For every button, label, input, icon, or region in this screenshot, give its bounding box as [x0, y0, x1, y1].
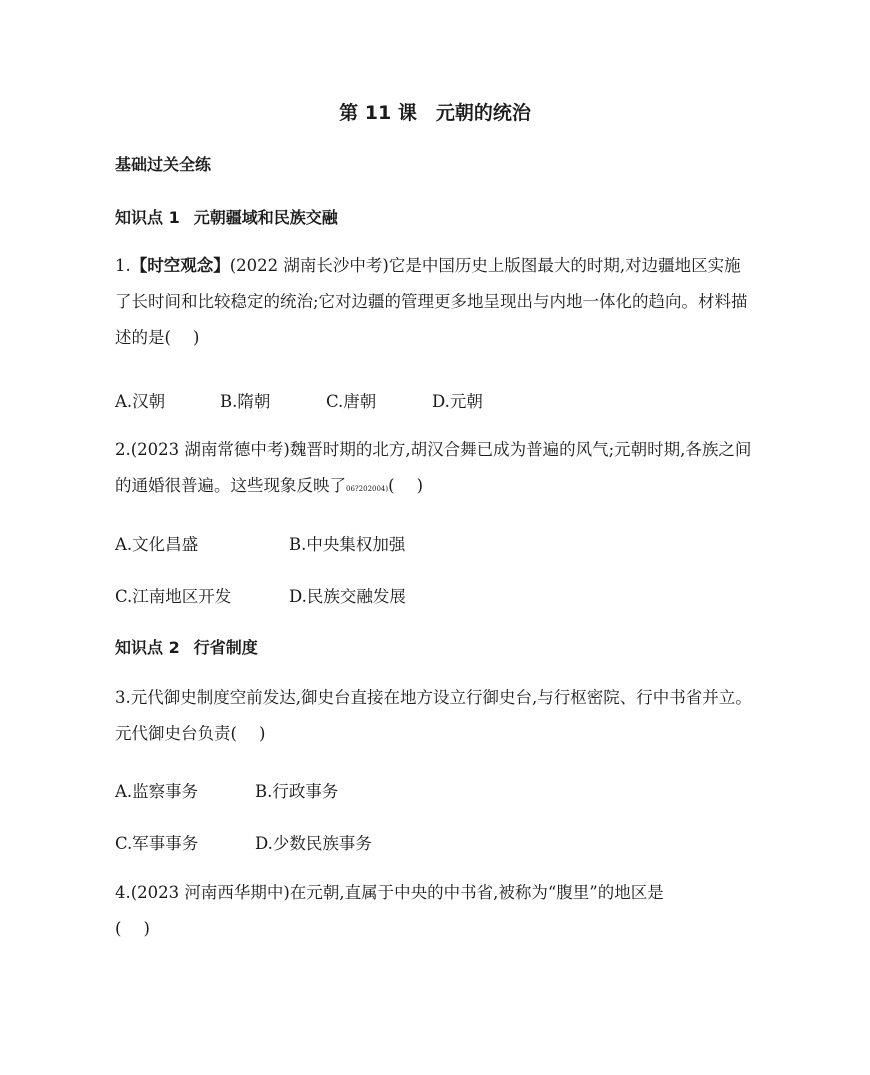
- question-2: [115, 432, 755, 507]
- option-b: B.隋朝: [220, 392, 271, 411]
- answer-paren-close: ): [258, 724, 266, 743]
- knowledge-point-1-heading: [115, 205, 338, 228]
- question-text: 在元朝,直属于中央的中书省,被称为“腹里”的地区是: [289, 883, 664, 902]
- question-tag: 【时空观念】: [130, 256, 230, 275]
- question-1-options: [115, 388, 483, 412]
- option-d: D.元朝: [432, 392, 483, 411]
- answer-paren-open: (: [115, 919, 122, 938]
- question-source: (2022 湖南长沙中考): [229, 256, 389, 275]
- option-c: C.唐朝: [326, 392, 377, 411]
- question-text: 魏晋时期的北方,胡汉合舞已成为普遍的风气;元朝时期,各族之间的通婚很普遍。这些现象反映了: [115, 440, 752, 495]
- option-d: D.少数民族事务: [255, 834, 372, 853]
- option-c: C.军事事务: [115, 834, 199, 853]
- question-number: 4.: [115, 883, 131, 902]
- question-2-options-row-2: [115, 583, 406, 607]
- question-code: 06?202004): [346, 485, 389, 493]
- question-3-options-row-1: [115, 778, 338, 802]
- section-heading: 基础过关全练: [115, 155, 212, 174]
- option-c: C.江南地区开发: [115, 587, 232, 606]
- question-number: 2.: [115, 440, 131, 459]
- question-text: 元代御史制度空前发达,御史台直接在地方设立行御史台,与行枢密院、行中书省并立。元代御史台负责(: [115, 688, 752, 743]
- question-text: 它是中国历史上版图最大的时期,对边疆地区实施了长时间和比较稳定的统治;它对边疆的管理更多地呈现出与内地一体化的趋向。材料描述的是(: [115, 256, 748, 347]
- knowledge-point-number: 知识点 1: [115, 208, 180, 227]
- question-2-options-row-1: [115, 531, 405, 555]
- option-d: D.民族交融发展: [289, 587, 406, 606]
- question-1: [115, 248, 755, 356]
- knowledge-point-name: 元朝疆域和民族交融: [193, 208, 338, 227]
- answer-paren-open: (: [388, 476, 395, 495]
- question-number: 1.: [115, 256, 131, 275]
- answer-paren-close: ): [143, 919, 150, 938]
- option-a: A.汉朝: [115, 392, 166, 411]
- knowledge-point-name: 行省制度: [193, 638, 258, 657]
- question-number: 3.: [115, 688, 131, 707]
- answer-paren-close: ): [416, 476, 423, 495]
- question-source: (2023 河南西华期中): [130, 883, 290, 902]
- option-a: A.文化昌盛: [115, 535, 199, 554]
- question-4: [115, 875, 755, 911]
- question-3: [115, 680, 755, 752]
- answer-paren-close: ): [192, 328, 200, 347]
- knowledge-point-number: 知识点 2: [115, 638, 180, 657]
- lesson-title: 第 11 课 元朝的统治: [339, 102, 531, 124]
- option-b: B.行政事务: [255, 782, 339, 801]
- question-4-answer-blank: [115, 911, 755, 947]
- question-3-options-row-2: [115, 830, 372, 854]
- knowledge-point-2-heading: [115, 635, 258, 658]
- question-source: (2023 湖南常德中考): [130, 440, 290, 459]
- option-a: A.监察事务: [115, 782, 199, 801]
- option-b: B.中央集权加强: [289, 535, 406, 554]
